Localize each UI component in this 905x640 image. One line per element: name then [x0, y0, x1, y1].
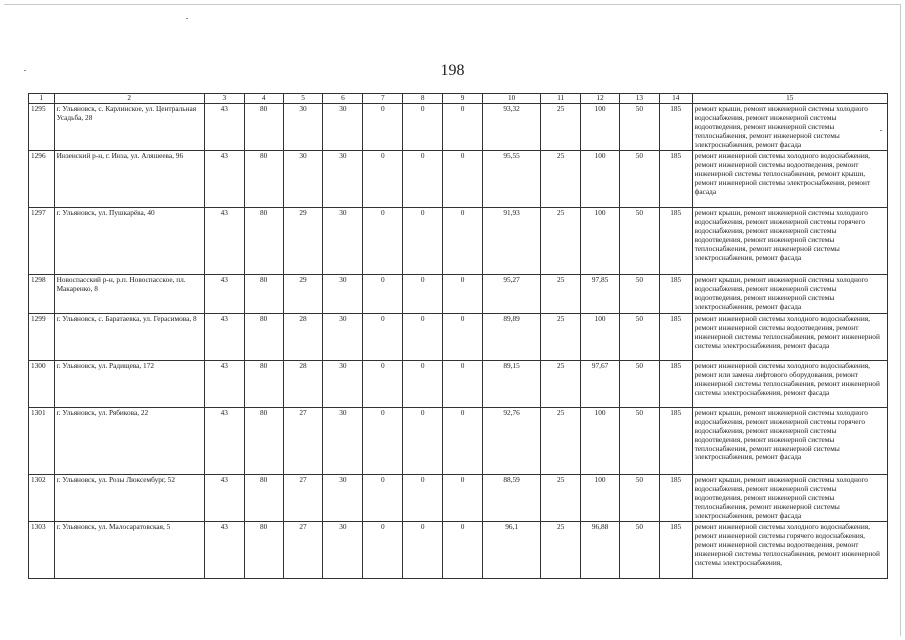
row-address: г. Ульяновск, ул. Розы Люксембург, 52 — [54, 475, 204, 522]
cell-c12: 100 — [581, 475, 620, 522]
cell-c8: 0 — [403, 408, 443, 475]
cell-c11: 25 — [541, 361, 581, 408]
cell-c4: 80 — [244, 522, 283, 579]
cell-c14: 185 — [659, 314, 692, 361]
row-address: Инзенский р-н, г. Инза, ул. Аляшеева, 96 — [54, 151, 204, 208]
cell-c5: 27 — [283, 475, 323, 522]
row-address: Новоспасский р-н, р.п. Новоспасское, пл. Макаренко, 8 — [54, 275, 204, 314]
page-number: 198 — [440, 62, 465, 79]
cell-c5: 27 — [283, 522, 323, 579]
cell-c9: 0 — [443, 408, 483, 475]
cell-c11: 25 — [541, 475, 581, 522]
cell-c6: 30 — [323, 408, 363, 475]
cell-c4: 80 — [244, 275, 283, 314]
cell-c10: 91,93 — [482, 208, 540, 275]
cell-c4: 80 — [244, 314, 283, 361]
cell-c13: 50 — [620, 275, 660, 314]
column-number: 7 — [363, 94, 403, 104]
cell-c7: 0 — [363, 104, 403, 151]
cell-c5: 28 — [283, 314, 323, 361]
cell-c13: 50 — [620, 208, 660, 275]
cell-c5: 29 — [283, 275, 323, 314]
cell-c11: 25 — [541, 208, 581, 275]
table-row — [29, 208, 888, 275]
column-number: 1 — [29, 94, 55, 104]
row-address: г. Ульяновск, ул. Пушкарёва, 40 — [54, 208, 204, 275]
cell-c6: 30 — [323, 275, 363, 314]
cell-c9: 0 — [443, 361, 483, 408]
row-works: ремонт крыши, ремонт инженерной системы холодного водоснабжения, ремонт инженерной системы водоотведения, ремонт инженерной системы теплоснабжения, ремонт инженерной системы электроснабжения, ремонт фасада — [692, 104, 887, 151]
cell-c5: 29 — [283, 208, 323, 275]
column-number: 9 — [443, 94, 483, 104]
cell-c3: 43 — [204, 361, 244, 408]
cell-c6: 30 — [323, 151, 363, 208]
cell-c10: 96,1 — [482, 522, 540, 579]
table-row — [29, 361, 888, 408]
cell-c14: 185 — [659, 104, 692, 151]
cell-c8: 0 — [403, 314, 443, 361]
cell-c7: 0 — [363, 475, 403, 522]
cell-c7: 0 — [363, 151, 403, 208]
registry-table — [28, 93, 888, 579]
cell-c8: 0 — [403, 208, 443, 275]
cell-c8: 0 — [403, 522, 443, 579]
cell-c4: 80 — [244, 104, 283, 151]
cell-c3: 43 — [204, 151, 244, 208]
row-address: г. Ульяновск, ул. Малосаратовская, 5 — [54, 522, 204, 579]
table-row — [29, 314, 888, 361]
row-works: ремонт инженерной системы холодного водоснабжения, ремонт инженерной системы водоотведения, ремонт инженерной системы теплоснабжения, ремонт крыши, ремонт инженерной системы электроснабжения, ремонт фасада — [692, 151, 887, 208]
table-row — [29, 522, 888, 579]
cell-c7: 0 — [363, 522, 403, 579]
row-works: ремонт инженерной системы холодного водоснабжения, ремонт или замена лифтового оборудования, ремонт инженерной системы теплоснабжения, ремонт инженерной системы электроснабжения, ремонт фасада — [692, 361, 887, 408]
cell-c9: 0 — [443, 104, 483, 151]
cell-c10: 95,27 — [482, 275, 540, 314]
cell-c12: 100 — [581, 104, 620, 151]
cell-c14: 185 — [659, 522, 692, 579]
cell-c11: 25 — [541, 275, 581, 314]
cell-c12: 100 — [581, 314, 620, 361]
cell-c4: 80 — [244, 361, 283, 408]
cell-c8: 0 — [403, 151, 443, 208]
cell-c6: 30 — [323, 104, 363, 151]
column-number: 5 — [283, 94, 323, 104]
cell-c10: 95,55 — [482, 151, 540, 208]
cell-c8: 0 — [403, 104, 443, 151]
cell-c3: 43 — [204, 408, 244, 475]
row-works: ремонт крыши, ремонт инженерной системы холодного водоснабжения, ремонт инженерной системы горячего водоснабжения, ремонт инженерной системы водоотведения, ремонт инженерной системы теплоснабжения, ремонт инженерной системы электроснабжения, ремонт фасада — [692, 208, 887, 275]
cell-c9: 0 — [443, 522, 483, 579]
cell-c13: 50 — [620, 361, 660, 408]
cell-c14: 185 — [659, 151, 692, 208]
row-id: 1302 — [29, 475, 55, 522]
cell-c10: 92,76 — [482, 408, 540, 475]
cell-c12: 100 — [581, 151, 620, 208]
cell-c9: 0 — [443, 275, 483, 314]
cell-c6: 30 — [323, 361, 363, 408]
row-id: 1300 — [29, 361, 55, 408]
cell-c14: 185 — [659, 408, 692, 475]
cell-c3: 43 — [204, 475, 244, 522]
cell-c4: 80 — [244, 475, 283, 522]
row-id: 1298 — [29, 275, 55, 314]
cell-c14: 185 — [659, 208, 692, 275]
cell-c11: 25 — [541, 151, 581, 208]
cell-c3: 43 — [204, 522, 244, 579]
table-row — [29, 275, 888, 314]
cell-c7: 0 — [363, 408, 403, 475]
cell-c6: 30 — [323, 314, 363, 361]
cell-c10: 89,89 — [482, 314, 540, 361]
column-number: 2 — [54, 94, 204, 104]
cell-c7: 0 — [363, 208, 403, 275]
cell-c7: 0 — [363, 275, 403, 314]
cell-c13: 50 — [620, 104, 660, 151]
cell-c13: 50 — [620, 408, 660, 475]
cell-c8: 0 — [403, 475, 443, 522]
cell-c8: 0 — [403, 275, 443, 314]
cell-c13: 50 — [620, 314, 660, 361]
column-number: 10 — [482, 94, 540, 104]
cell-c11: 25 — [541, 104, 581, 151]
column-number: 14 — [659, 94, 692, 104]
cell-c13: 50 — [620, 151, 660, 208]
cell-c9: 0 — [443, 208, 483, 275]
cell-c4: 80 — [244, 208, 283, 275]
cell-c5: 27 — [283, 408, 323, 475]
row-works: ремонт крыши, ремонт инженерной системы холодного водоснабжения, ремонт инженерной системы горячего водоснабжения, ремонт инженерной системы водоотведения, ремонт инженерной системы теплоснабжения, ремонт инженерной системы электроснабжения, ремонт фасада — [692, 408, 887, 475]
cell-c10: 93,32 — [482, 104, 540, 151]
column-number: 6 — [323, 94, 363, 104]
row-id: 1297 — [29, 208, 55, 275]
column-number: 13 — [620, 94, 660, 104]
cell-c13: 50 — [620, 522, 660, 579]
row-works: ремонт инженерной системы холодного водоснабжения, ремонт инженерной системы водоотведения, ремонт инженерной системы теплоснабжения, ремонт инженерной системы электроснабжения, ремонт фасада — [692, 314, 887, 361]
row-works: ремонт крыши, ремонт инженерной системы холодного водоснабжения, ремонт инженерной системы водоотведения, ремонт инженерной системы электроснабжения, ремонт фасада — [692, 275, 887, 314]
row-address: г. Ульяновск, с. Карлинское, ул. Центральная Усадьба, 28 — [54, 104, 204, 151]
cell-c6: 30 — [323, 208, 363, 275]
row-address: г. Ульяновск, ул. Рябикова, 22 — [54, 408, 204, 475]
column-number: 15 — [692, 94, 887, 104]
row-id: 1296 — [29, 151, 55, 208]
cell-c10: 88,59 — [482, 475, 540, 522]
cell-c10: 89,15 — [482, 361, 540, 408]
scan-speck — [186, 18, 188, 19]
cell-c14: 185 — [659, 275, 692, 314]
cell-c3: 43 — [204, 208, 244, 275]
row-id: 1295 — [29, 104, 55, 151]
column-numbers-row — [29, 94, 888, 104]
cell-c5: 28 — [283, 361, 323, 408]
cell-c5: 30 — [283, 104, 323, 151]
cell-c9: 0 — [443, 314, 483, 361]
cell-c6: 30 — [323, 522, 363, 579]
cell-c14: 185 — [659, 475, 692, 522]
cell-c3: 43 — [204, 314, 244, 361]
column-number: 12 — [581, 94, 620, 104]
cell-c9: 0 — [443, 475, 483, 522]
row-id: 1303 — [29, 522, 55, 579]
row-works: ремонт инженерной системы холодного водоснабжения, ремонт инженерной системы горячего водоснабжения, ремонт инженерной системы водоотведения, ремонт инженерной системы теплоснабжения, ремонт инженерной системы электроснабжения, — [692, 522, 887, 579]
table-row — [29, 475, 888, 522]
cell-c7: 0 — [363, 314, 403, 361]
cell-c3: 43 — [204, 275, 244, 314]
row-works: ремонт крыши, ремонт инженерной системы холодного водоснабжения, ремонт инженерной системы водоотведения, ремонт инженерной системы теплоснабжения, ремонт инженерной системы электроснабжения, ремонт фасада — [692, 475, 887, 522]
column-number: 8 — [403, 94, 443, 104]
cell-c13: 50 — [620, 475, 660, 522]
cell-c11: 25 — [541, 314, 581, 361]
cell-c11: 25 — [541, 522, 581, 579]
cell-c12: 96,88 — [581, 522, 620, 579]
table-row — [29, 104, 888, 151]
cell-c8: 0 — [403, 361, 443, 408]
column-number: 4 — [244, 94, 283, 104]
row-id: 1299 — [29, 314, 55, 361]
cell-c3: 43 — [204, 104, 244, 151]
column-number: 3 — [204, 94, 244, 104]
cell-c7: 0 — [363, 361, 403, 408]
row-id: 1301 — [29, 408, 55, 475]
row-address: г. Ульяновск, ул. Радищева, 172 — [54, 361, 204, 408]
column-number: 11 — [541, 94, 581, 104]
table-row — [29, 408, 888, 475]
row-address: г. Ульяновск, с. Баратаевка, ул. Герасимова, 8 — [54, 314, 204, 361]
cell-c11: 25 — [541, 408, 581, 475]
cell-c4: 80 — [244, 408, 283, 475]
table-row — [29, 151, 888, 208]
cell-c5: 30 — [283, 151, 323, 208]
cell-c4: 80 — [244, 151, 283, 208]
cell-c9: 0 — [443, 151, 483, 208]
cell-c12: 100 — [581, 208, 620, 275]
cell-c12: 97,67 — [581, 361, 620, 408]
cell-c6: 30 — [323, 475, 363, 522]
cell-c12: 100 — [581, 408, 620, 475]
cell-c12: 97,85 — [581, 275, 620, 314]
cell-c14: 185 — [659, 361, 692, 408]
